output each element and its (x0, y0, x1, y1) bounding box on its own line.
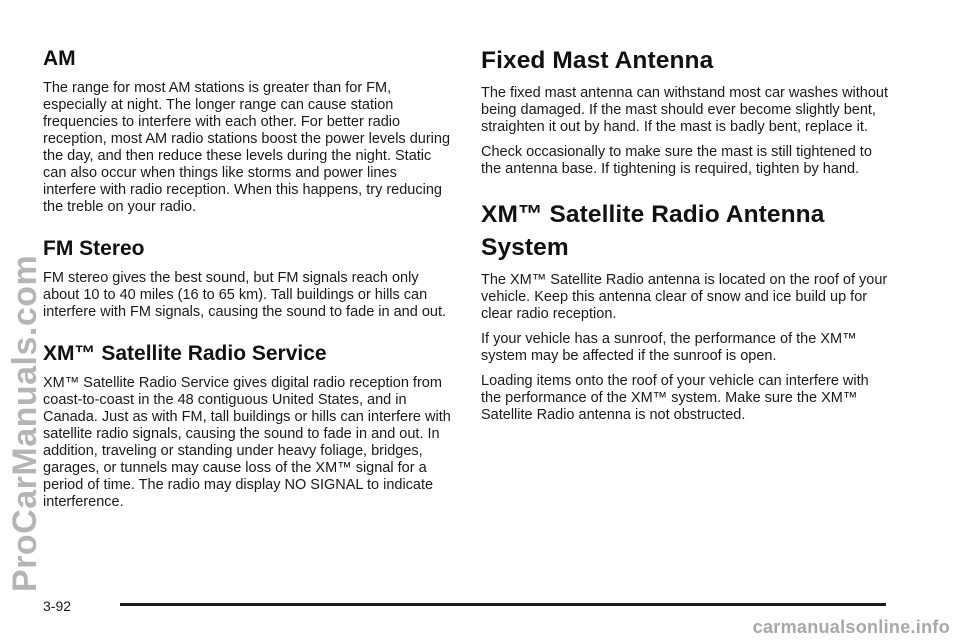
section-fm-stereo (43, 236, 451, 321)
paragraph-xm-antenna-2: If your vehicle has a sunroof, the performance of the XM™ system may be affected if the sunroof is open. (481, 331, 857, 364)
footer-brand-watermark: carmanualsonline.info (752, 617, 950, 637)
section-xm-antenna-system (481, 198, 889, 424)
section-am (43, 46, 451, 216)
paragraph-fixed-mast-1: The fixed mast antenna can withstand most car washes without being damaged. If the mast should ever become slightly bent, straighten it out by hand. If the mast is badly bent, replace it. (481, 85, 889, 135)
heading-am: AM (43, 47, 76, 70)
side-watermark: ProCarManuals.com (6, 254, 44, 592)
paragraph-xm-antenna-1: The XM™ Satellite Radio antenna is located on the roof of your vehicle. Keep this antenna clear of snow and ice build up for clear radio reception. (481, 272, 888, 322)
paragraph-xm-service: XM™ Satellite Radio Service gives digital radio reception from coast-to-coast in the 48 contiguous United States, and in Canada. Just as with FM, tall buildings or hills can interfere with satellite radio signals, causing the sound to fade in and out. In addition, traveling or standing under heavy foliage, bridges, garages, or tunnels may cause loss of the XM™ signal for a period of time. The radio may display NO SIGNAL to indicate interference. (43, 375, 451, 510)
section-fixed-mast-antenna (481, 44, 889, 178)
heading-fixed-mast-antenna: Fixed Mast Antenna (481, 47, 714, 74)
page-number: 3-92 (43, 598, 72, 614)
section-xm-service (43, 341, 451, 511)
left-column (43, 40, 451, 519)
heading-xm-service: XM™ Satellite Radio Service (43, 342, 327, 365)
paragraph-am: The range for most AM stations is greater than for FM, especially at night. The longer range can cause station frequencies to interfere with each other. For better radio reception, most AM radio stations boost the power levels during the day, and then reduce these levels during the night. Static can also occur when things like storms and power lines interfere with radio reception. When this happens, try reducing the treble on your radio. (43, 80, 451, 215)
paragraph-fm-stereo: FM stereo gives the best sound, but FM signals reach only about 10 to 40 miles (16 to 65 km). Tall buildings or hills can interfere with FM signals, causing the sound to fade in and out. (43, 270, 447, 320)
paragraph-xm-antenna-3: Loading items onto the roof of your vehicle can interfere with the performance of the XM™ system. Make sure the XM™ Satellite Radio antenna is not obstructed. (481, 373, 869, 423)
heading-xm-antenna-system: XM™ Satellite Radio Antenna System (481, 201, 825, 261)
paragraph-fixed-mast-2: Check occasionally to make sure the mast is still tightened to the antenna base. If tightening is required, tighten by hand. (481, 144, 872, 177)
heading-fm-stereo: FM Stereo (43, 237, 145, 260)
right-column (481, 40, 889, 432)
footer-rule (120, 603, 886, 606)
